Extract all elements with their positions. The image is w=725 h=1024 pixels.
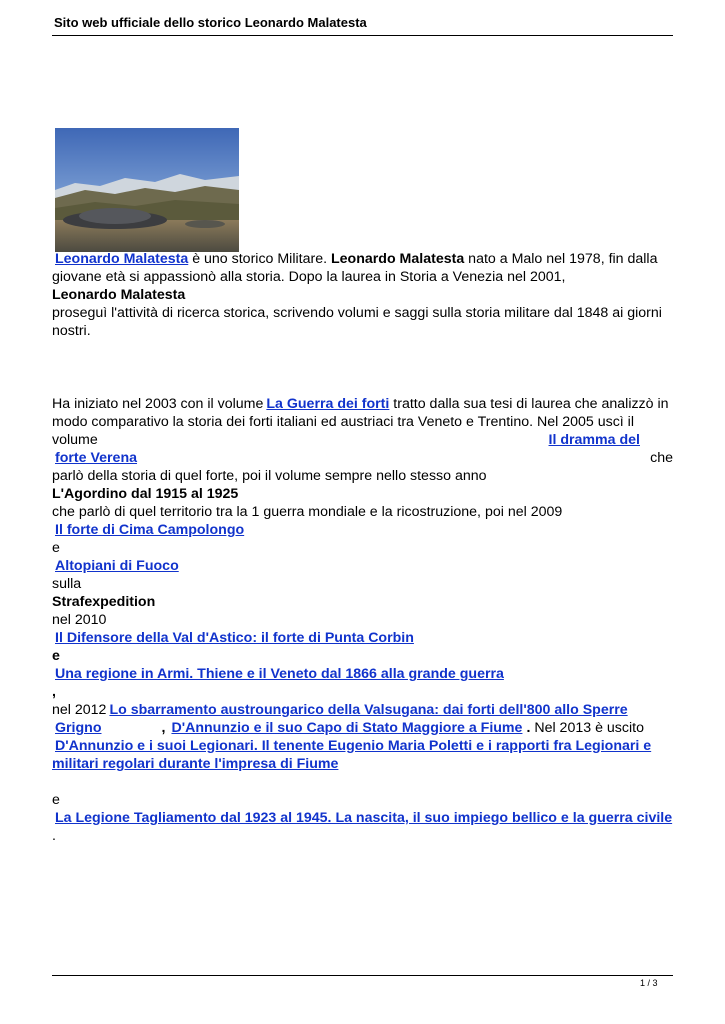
intro-paragraph <box>52 250 673 340</box>
text: che parlò di quel territorio tra la 1 guerra mondiale e la ricostruzione, poi nel 2009 <box>52 504 563 520</box>
lo-sbarramento-austroungarico-link-2[interactable]: Grigno <box>55 720 102 736</box>
footer-divider <box>52 975 673 976</box>
page-number: 1 / 3 <box>640 978 658 988</box>
bold-period: . <box>526 720 531 736</box>
bold-conjunction: e <box>52 648 60 664</box>
header-divider <box>52 35 673 36</box>
text: parlò della storia di quel forte, poi il volume sempre nello stesso anno <box>52 468 487 484</box>
text: Nel 2013 è uscito <box>530 720 644 736</box>
mountain-fort-photo <box>55 128 239 252</box>
il-dramma-del-forte-verena-link[interactable]: Il dramma del <box>548 432 640 448</box>
page-header-title: Sito web ufficiale dello storico Leonardo Malatesta <box>54 15 367 30</box>
text: nato a Malo nel 1978, fin dalla giovane età si appassionò alla storia. Dopo la laurea in Storia a Venezia nel 2001, <box>52 251 658 285</box>
bold-title: L'Agordino dal 1915 al 1925 <box>52 486 239 502</box>
bold-title: Strafexpedition <box>52 594 156 610</box>
text: Ha iniziato nel 2003 con il volume <box>52 396 264 412</box>
text: tratto dalla sua tesi di laurea che analizzò in modo comparativo la storia dei forti italiani ed austriaci tra Veneto e Trentino. Nel 2005 uscì il volume <box>52 396 669 448</box>
il-dramma-del-forte-verena-link-2[interactable]: forte Verena <box>55 450 138 466</box>
dannunzio-e-i-suoi-legionari-link[interactable]: D'Annunzio e i suoi Legionari. Il tenente Eugenio Maria Poletti e i rapporti fra Legionari e militari regolari durante l'impresa di Fiume <box>52 738 652 772</box>
text: è uno storico Militare. <box>188 251 331 267</box>
dannunzio-capo-di-stato-maggiore-link[interactable]: D'Annunzio e il suo Capo di Stato Maggiore a Fiume <box>171 720 523 736</box>
article-body <box>52 250 673 845</box>
bold-comma: , <box>52 684 56 700</box>
works-paragraph <box>52 395 673 845</box>
bold-comma: , <box>161 720 166 736</box>
bold-name: Leonardo Malatesta <box>52 287 186 303</box>
il-difensore-della-val-dastico-link[interactable]: Il Difensore della Val d'Astico: il forte di Punta Corbin <box>55 630 414 646</box>
leonardo-malatesta-link[interactable]: Leonardo Malatesta <box>55 251 189 267</box>
text: nel 2010 <box>52 612 107 628</box>
text: e <box>52 540 60 556</box>
text: che <box>650 450 673 466</box>
la-legione-tagliamento-link[interactable]: La Legione Tagliamento dal 1923 al 1945. La nascita, il suo impiego bellico e la guerra civile <box>55 810 673 826</box>
bold-name: Leonardo Malatesta <box>330 251 465 267</box>
lo-sbarramento-austroungarico-link[interactable]: Lo sbarramento austroungarico della Valsugana: dai forti dell'800 allo Sperre <box>109 702 628 718</box>
il-forte-di-cima-campolongo-link[interactable]: Il forte di Cima Campolongo <box>55 522 245 538</box>
text: e <box>52 792 60 808</box>
text: . <box>52 828 56 844</box>
altopiani-di-fuoco-link[interactable]: Altopiani di Fuoco <box>55 558 179 574</box>
una-regione-in-armi-link[interactable]: Una regione in Armi. Thiene e il Veneto dal 1866 alla grande guerra <box>55 666 504 682</box>
text: proseguì l'attività di ricerca storica, scrivendo volumi e saggi sulla storia militare dal 1848 ai giorni nostri. <box>52 305 662 339</box>
la-guerra-dei-forti-link[interactable]: La Guerra dei forti <box>266 396 390 412</box>
text: sulla <box>52 576 82 592</box>
text: nel 2012 <box>52 702 107 718</box>
